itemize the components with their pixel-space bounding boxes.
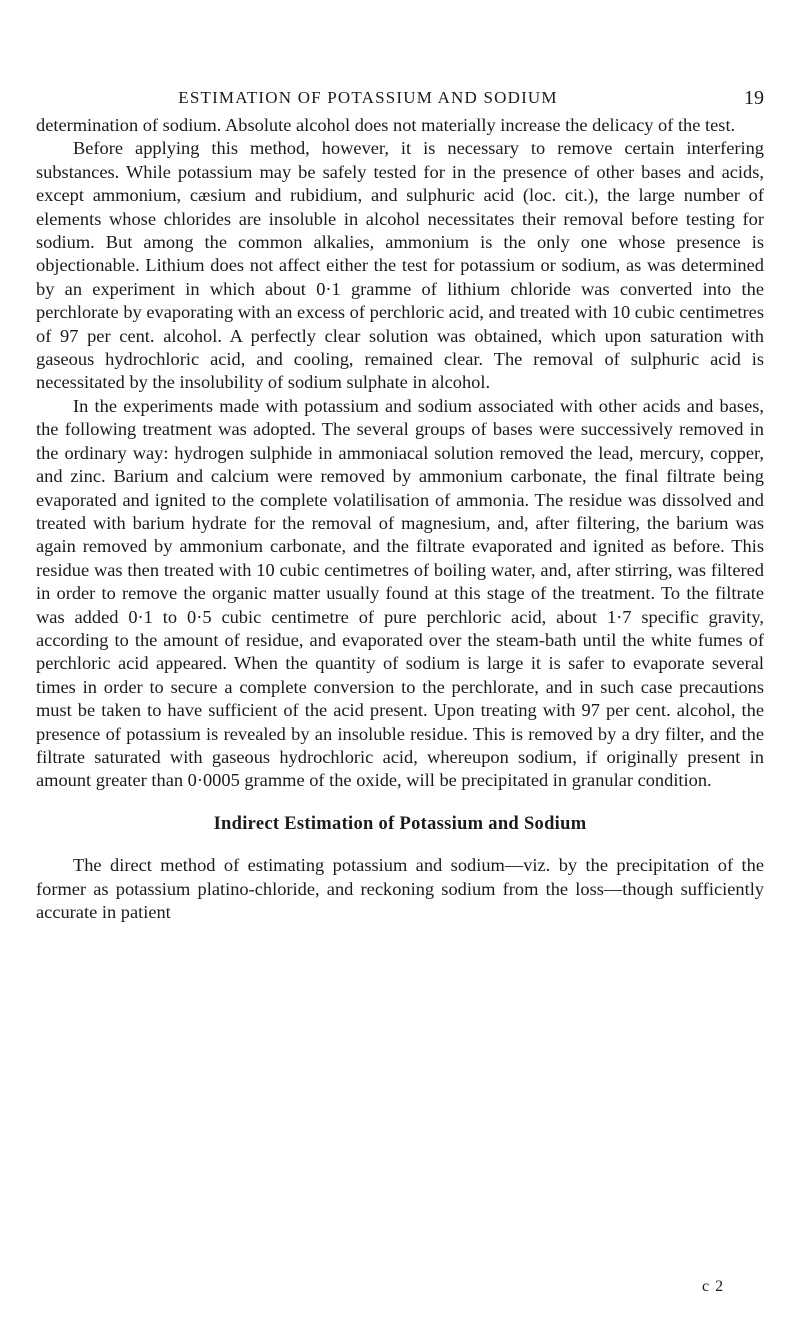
paragraph-continuation: determination of sodium. Absolute alcohol does not materially increase the delicacy of the test. xyxy=(36,115,736,135)
running-title: ESTIMATION OF POTASSIUM AND SODIUM xyxy=(178,88,558,107)
signature-mark: c 2 xyxy=(702,1278,725,1295)
paragraph-interfering-substances: Before applying this method, however, it is necessary to remove certain interfering substances. While potassium may be safely tested for in the presence of other bases and acids, except ammonium, cæsium and rubidium, and sulphuric acid (loc. cit.), the large number of elements whose chlorides are insoluble in alcohol necessitates their removal before testing for sodium. But among the common alkalies, ammonium is the only one whose presence is objectionable. Lithium does not affect either the test for potassium or sodium, as was determined by an experiment in which about 0·1 gramme of lithium chloride was converted into the perchlorate by evaporating with an excess of perchloric acid, and treated with 10 cubic centimetres of 97 per cent. alcohol. A perfectly clear solution was obtained, which upon saturation with gaseous hydrochloric acid, and cooling, remained clear. The removal of sulphuric acid is necessitated by the insolubility of sodium sulphate in alcohol. xyxy=(36,138,764,393)
page-body xyxy=(36,114,764,924)
paragraph-indirect-method: The direct method of estimating potassium and sodium—viz. by the precipitation of the former as potassium platino-chloride, and reckoning sodium from the loss—though sufficiently accurate in patient xyxy=(36,855,764,922)
paragraph-experiments: In the experiments made with potassium and sodium associated with other acids and bases, the following treatment was adopted. The several groups of bases were successively removed in the ordinary way: hydrogen sulphide in ammoniacal solution removed the lead, mercury, copper, and zinc. Barium and calcium were removed by ammonium carbonate, the final filtrate being evaporated and ignited to the complete volatilisation of ammonia. The residue was dissolved and treated with barium hydrate for the removal of magnesium, and, after filtering, the barium was again removed by ammonium carbonate, and the filtrate evaporated and ignited as before. This residue was then treated with 10 cubic centimetres of boiling water, and, after stirring, was filtered in order to remove the organic matter usually found at this stage of the treatment. To the filtrate was added 0·1 to 0·5 cubic centimetre of pure perchloric acid, about 1·7 specific gravity, according to the amount of residue, and evaporated over the steam-bath until the white fumes of perchloric acid appeared. When the quantity of sodium is large it is safer to evaporate several times in order to secure a complete conversion to the perchlorate, and in such case precautions must be taken to have sufficient of the acid present. Upon treating with 97 per cent. alcohol, the presence of potassium is revealed by an insoluble residue. This is removed by a dry filter, and the filtrate saturated with gaseous hydrochloric acid, whereupon sodium, if originally present in amount greater than 0·0005 gramme of the oxide, will be precipitated in granular condition. xyxy=(36,395,764,791)
section-heading: Indirect Estimation of Potassium and Sodium xyxy=(213,813,587,834)
page-number: 19 xyxy=(744,87,764,109)
